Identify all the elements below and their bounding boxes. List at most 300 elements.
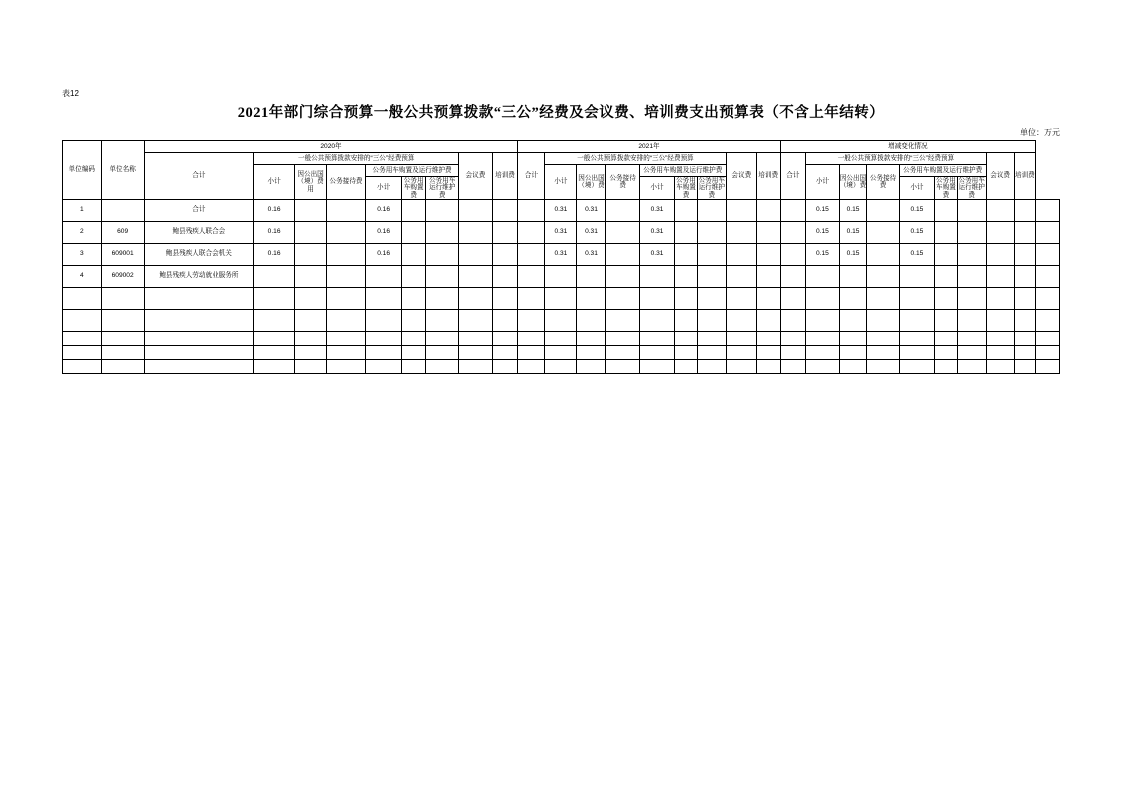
cell-empty [254, 359, 295, 373]
cell-empty [101, 287, 144, 309]
cell-empty [606, 359, 639, 373]
cell-y2021-abroad [606, 221, 639, 243]
col-header-2020-abroad: 因公出国（境）费用 [294, 165, 326, 200]
cell-y2021-veh_buy [697, 199, 726, 221]
col-header-change-vehicle-subtotal: 小计 [899, 177, 934, 200]
cell-change-meeting [1014, 221, 1036, 243]
cell-change-meeting [1014, 243, 1036, 265]
cell-change-total: 0.15 [806, 221, 839, 243]
cell-y2020-veh_buy [426, 199, 459, 221]
cell-empty [726, 287, 756, 309]
cell-y2020-subtotal [294, 199, 326, 221]
cell-empty [867, 331, 899, 345]
cell-empty [254, 331, 295, 345]
cell-empty [675, 359, 698, 373]
cell-change-veh_run [986, 243, 1014, 265]
cell-y2020-training [518, 243, 545, 265]
cell-empty [806, 345, 839, 359]
cell-empty [675, 309, 698, 331]
cell-y2021-abroad [606, 265, 639, 287]
cell-empty [1036, 331, 1060, 345]
cell-unit-code-value [101, 199, 144, 221]
cell-empty [518, 309, 545, 331]
cell-empty [63, 345, 102, 359]
cell-unit-name: 鲍县残疾人联合会 [144, 221, 254, 243]
cell-y2020-veh_run [459, 243, 492, 265]
cell-empty [780, 359, 806, 373]
cell-empty [867, 359, 899, 373]
cell-y2020-meeting [492, 221, 518, 243]
cell-empty [459, 287, 492, 309]
col-header-2021-total: 合计 [518, 153, 545, 200]
cell-change-subtotal [839, 265, 867, 287]
cell-empty [254, 345, 295, 359]
table-row [63, 265, 1060, 287]
table-row-empty [63, 331, 1060, 345]
col-header-2020-vehicle-maintain: 公务用车运行维护费 [426, 177, 459, 200]
cell-y2020-veh_sub [402, 243, 426, 265]
cell-y2020-meeting [492, 199, 518, 221]
cell-y2021-veh_sub [675, 221, 698, 243]
cell-y2020-reception: 0.16 [365, 243, 402, 265]
cell-y2021-abroad [606, 199, 639, 221]
cell-y2021-total [545, 265, 577, 287]
col-header-change: 增减变化情况 [780, 141, 1036, 153]
cell-empty [839, 287, 867, 309]
cell-empty [492, 359, 518, 373]
cell-change-veh_buy [957, 243, 986, 265]
cell-empty [780, 345, 806, 359]
cell-empty [935, 345, 958, 359]
cell-y2021-veh_sub [675, 199, 698, 221]
cell-empty [639, 309, 674, 331]
cell-y2020-reception [365, 265, 402, 287]
cell-y2021-meeting [756, 221, 780, 243]
table-body [63, 199, 1060, 373]
col-header-2021-meeting: 会议费 [726, 153, 756, 200]
col-header-year-2020: 2020年 [144, 141, 518, 153]
cell-empty [806, 309, 839, 331]
cell-change-abroad [867, 243, 899, 265]
cell-empty [577, 359, 606, 373]
cell-empty [867, 309, 899, 331]
cell-empty [756, 331, 780, 345]
col-header-2021-abroad: 因公出国（境）费 [577, 165, 606, 200]
col-header-change-reception: 公务接待费 [867, 165, 899, 200]
cell-y2020-subtotal [294, 243, 326, 265]
cell-y2021-meeting [756, 265, 780, 287]
cell-y2021-veh_run [726, 199, 756, 221]
cell-empty [101, 331, 144, 345]
cell-y2021-subtotal: 0.31 [577, 221, 606, 243]
cell-empty [1014, 287, 1036, 309]
cell-change-meeting [1014, 199, 1036, 221]
cell-unit-code: 4 [63, 265, 102, 287]
col-header-2020-meeting: 会议费 [459, 153, 492, 200]
cell-empty [426, 309, 459, 331]
cell-empty [756, 287, 780, 309]
cell-empty [957, 287, 986, 309]
cell-y2021-veh_run [726, 221, 756, 243]
cell-empty [577, 331, 606, 345]
col-header-change-vehicle-group: 公务用车购置及运行维护费 [899, 165, 986, 177]
cell-empty [697, 359, 726, 373]
cell-empty [426, 331, 459, 345]
cell-empty [957, 345, 986, 359]
col-header-2020-vehicle-purchase: 公务用车购置费 [403, 177, 424, 199]
cell-empty [899, 309, 934, 331]
col-header-2020-three-public: 一般公共预算拨款安排的“三公”经费预算 [254, 153, 459, 165]
cell-y2021-training [780, 221, 806, 243]
cell-y2020-veh_buy [426, 221, 459, 243]
cell-unit-code-value: 609001 [101, 243, 144, 265]
cell-empty [780, 287, 806, 309]
cell-empty [697, 309, 726, 331]
col-header-2020-vehicle-subtotal: 小计 [365, 177, 402, 200]
cell-empty [986, 359, 1014, 373]
cell-empty [1036, 287, 1060, 309]
cell-empty [986, 309, 1014, 331]
cell-empty [63, 331, 102, 345]
cell-empty [639, 359, 674, 373]
cell-y2020-veh_sub [402, 265, 426, 287]
sheet-tag: 表12 [62, 89, 79, 98]
cell-empty [492, 331, 518, 345]
cell-empty [899, 287, 934, 309]
cell-y2021-veh_run [726, 243, 756, 265]
col-header-2021-vehicle-subtotal: 小计 [639, 177, 674, 200]
table-row-empty [63, 359, 1060, 373]
cell-unit-code: 3 [63, 243, 102, 265]
cell-change-reception: 0.15 [899, 221, 934, 243]
cell-y2020-subtotal [294, 221, 326, 243]
cell-empty [899, 331, 934, 345]
cell-empty [365, 309, 402, 331]
cell-change-veh_sub [935, 265, 958, 287]
cell-empty [545, 309, 577, 331]
cell-empty [365, 359, 402, 373]
cell-empty [518, 359, 545, 373]
cell-y2020-meeting [492, 265, 518, 287]
cell-empty [144, 287, 254, 309]
cell-unit-name: 鲍县残疾人劳动就业服务所 [144, 265, 254, 287]
cell-empty [1036, 359, 1060, 373]
cell-empty [327, 331, 366, 345]
cell-empty [1014, 331, 1036, 345]
cell-empty [839, 331, 867, 345]
cell-y2020-veh_buy [426, 265, 459, 287]
cell-y2020-veh_buy [426, 243, 459, 265]
cell-y2021-reception [639, 265, 674, 287]
cell-empty [545, 345, 577, 359]
cell-empty [935, 309, 958, 331]
cell-y2021-training [780, 243, 806, 265]
cell-change-total [806, 265, 839, 287]
cell-y2020-meeting [492, 243, 518, 265]
cell-empty [459, 345, 492, 359]
cell-empty [1014, 359, 1036, 373]
cell-empty [935, 287, 958, 309]
cell-empty [518, 287, 545, 309]
cell-unit-code: 1 [63, 199, 102, 221]
table-row [63, 243, 1060, 265]
cell-empty [806, 359, 839, 373]
col-header-unit-code: 单位编码 [63, 141, 102, 200]
cell-empty [839, 309, 867, 331]
table-row [63, 221, 1060, 243]
col-header-2020-vehicle-group: 公务用车购置及运行维护费 [365, 165, 458, 177]
cell-change-veh_sub [935, 199, 958, 221]
cell-empty [294, 345, 326, 359]
cell-empty [63, 359, 102, 373]
cell-y2021-total: 0.31 [545, 199, 577, 221]
cell-change-veh_buy [957, 199, 986, 221]
cell-empty [492, 309, 518, 331]
cell-empty [899, 359, 934, 373]
cell-empty [402, 345, 426, 359]
cell-empty [144, 309, 254, 331]
col-header-change-total: 合计 [780, 153, 806, 200]
cell-empty [545, 359, 577, 373]
cell-empty [1036, 345, 1060, 359]
cell-y2021-veh_buy [697, 221, 726, 243]
cell-change-training [1036, 199, 1060, 221]
cell-empty [545, 287, 577, 309]
cell-change-veh_buy [957, 265, 986, 287]
cell-empty [756, 359, 780, 373]
table-row-empty [63, 309, 1060, 331]
cell-empty [101, 309, 144, 331]
cell-empty [518, 331, 545, 345]
cell-empty [327, 359, 366, 373]
col-header-2020-subtotal: 小计 [254, 165, 295, 200]
cell-empty [63, 287, 102, 309]
col-header-unit-name: 单位名称 [101, 141, 144, 200]
cell-change-abroad [867, 221, 899, 243]
cell-empty [639, 287, 674, 309]
cell-empty [426, 345, 459, 359]
cell-change-subtotal: 0.15 [839, 221, 867, 243]
cell-y2021-reception: 0.31 [639, 221, 674, 243]
col-header-2021-three-public: 一般公共预算拨款安排的“三公”经费预算 [545, 153, 727, 165]
cell-empty [459, 331, 492, 345]
cell-empty [780, 331, 806, 345]
cell-y2020-abroad [327, 265, 366, 287]
cell-empty [294, 287, 326, 309]
cell-y2020-veh_sub [402, 221, 426, 243]
cell-empty [606, 331, 639, 345]
cell-empty [327, 309, 366, 331]
cell-change-reception: 0.15 [899, 199, 934, 221]
cell-empty [327, 345, 366, 359]
cell-y2021-training [780, 265, 806, 287]
cell-empty [294, 309, 326, 331]
cell-empty [365, 287, 402, 309]
cell-empty [545, 331, 577, 345]
cell-y2020-training [518, 221, 545, 243]
col-header-2021-subtotal: 小计 [545, 165, 577, 200]
cell-empty [806, 331, 839, 345]
cell-empty [459, 309, 492, 331]
cell-y2021-subtotal: 0.31 [577, 243, 606, 265]
cell-empty [697, 287, 726, 309]
cell-empty [639, 345, 674, 359]
cell-empty [780, 309, 806, 331]
cell-empty [675, 331, 698, 345]
cell-y2021-total: 0.31 [545, 243, 577, 265]
cell-y2021-veh_buy [697, 243, 726, 265]
cell-change-veh_run [986, 265, 1014, 287]
cell-y2020-veh_sub [402, 199, 426, 221]
cell-change-veh_sub [935, 221, 958, 243]
cell-empty [756, 345, 780, 359]
cell-unit-name: 鲍县残疾人联合会机关 [144, 243, 254, 265]
cell-change-training [1036, 243, 1060, 265]
cell-empty [697, 331, 726, 345]
cell-y2020-veh_run [459, 199, 492, 221]
cell-empty [426, 359, 459, 373]
col-header-change-vehicle-maintain: 公务用车运行维护费 [958, 177, 985, 199]
cell-y2020-abroad [327, 221, 366, 243]
cell-empty [899, 345, 934, 359]
cell-y2020-reception: 0.16 [365, 221, 402, 243]
col-header-change-training: 培训费 [1014, 153, 1036, 200]
cell-y2021-veh_run [726, 265, 756, 287]
cell-empty [957, 309, 986, 331]
col-header-change-meeting: 会议费 [986, 153, 1014, 200]
cell-empty [606, 345, 639, 359]
budget-table [62, 140, 1060, 374]
cell-change-training [1036, 221, 1060, 243]
cell-empty [726, 309, 756, 331]
cell-y2020-reception: 0.16 [365, 199, 402, 221]
table-row [63, 199, 1060, 221]
unit-note: 单位：万元 [1020, 128, 1060, 137]
cell-change-veh_run [986, 221, 1014, 243]
cell-empty [726, 359, 756, 373]
cell-change-subtotal: 0.15 [839, 243, 867, 265]
cell-empty [294, 359, 326, 373]
cell-empty [839, 345, 867, 359]
cell-empty [459, 359, 492, 373]
cell-change-veh_sub [935, 243, 958, 265]
col-header-2020-reception: 公务接待费 [327, 165, 366, 200]
cell-y2021-total: 0.31 [545, 221, 577, 243]
cell-empty [63, 309, 102, 331]
cell-empty [518, 345, 545, 359]
col-header-2021-vehicle-maintain: 公务用车运行维护费 [698, 177, 725, 199]
col-header-change-subtotal: 小计 [806, 165, 839, 200]
cell-empty [101, 345, 144, 359]
cell-y2021-meeting [756, 199, 780, 221]
cell-empty [726, 331, 756, 345]
cell-empty [492, 287, 518, 309]
cell-y2020-subtotal [294, 265, 326, 287]
cell-empty [957, 359, 986, 373]
cell-empty [1014, 345, 1036, 359]
cell-empty [365, 331, 402, 345]
cell-y2021-subtotal [577, 265, 606, 287]
cell-empty [756, 309, 780, 331]
cell-empty [402, 359, 426, 373]
cell-empty [254, 309, 295, 331]
col-header-2021-reception: 公务接待费 [606, 165, 639, 200]
cell-y2020-veh_run [459, 265, 492, 287]
cell-unit-code: 2 [63, 221, 102, 243]
cell-y2021-veh_sub [675, 243, 698, 265]
cell-change-abroad [867, 199, 899, 221]
cell-y2020-total: 0.16 [254, 199, 295, 221]
cell-empty [101, 359, 144, 373]
cell-change-reception: 0.15 [899, 243, 934, 265]
cell-y2020-abroad [327, 199, 366, 221]
cell-change-subtotal: 0.15 [839, 199, 867, 221]
cell-change-training [1036, 265, 1060, 287]
col-header-change-three-public: 一般公共预算拨款安排的“三公”经费预算 [806, 153, 986, 165]
cell-empty [697, 345, 726, 359]
cell-y2020-total [254, 265, 295, 287]
cell-empty [935, 331, 958, 345]
cell-empty [294, 331, 326, 345]
cell-empty [726, 345, 756, 359]
cell-y2021-abroad [606, 243, 639, 265]
cell-y2020-abroad [327, 243, 366, 265]
cell-y2021-reception: 0.31 [639, 199, 674, 221]
col-header-year-2021: 2021年 [518, 141, 780, 153]
table-row-empty [63, 345, 1060, 359]
cell-empty [577, 287, 606, 309]
cell-y2020-training [518, 265, 545, 287]
col-header-2021-training: 培训费 [756, 153, 780, 200]
cell-empty [402, 309, 426, 331]
cell-empty [986, 287, 1014, 309]
cell-empty [402, 287, 426, 309]
cell-y2020-total: 0.16 [254, 221, 295, 243]
cell-y2021-veh_buy [697, 265, 726, 287]
cell-empty [606, 287, 639, 309]
table-row-empty [63, 287, 1060, 309]
cell-y2021-veh_sub [675, 265, 698, 287]
cell-empty [867, 287, 899, 309]
cell-empty [675, 345, 698, 359]
cell-change-meeting [1014, 265, 1036, 287]
cell-empty [606, 309, 639, 331]
cell-change-total: 0.15 [806, 199, 839, 221]
cell-y2020-veh_run [459, 221, 492, 243]
cell-empty [144, 359, 254, 373]
cell-empty [402, 331, 426, 345]
col-header-2021-vehicle-group: 公务用车购置及运行维护费 [639, 165, 726, 177]
cell-change-total: 0.15 [806, 243, 839, 265]
cell-empty [957, 331, 986, 345]
cell-empty [577, 309, 606, 331]
cell-empty [935, 359, 958, 373]
cell-empty [144, 331, 254, 345]
cell-empty [986, 331, 1014, 345]
cell-change-reception [899, 265, 934, 287]
cell-unit-code-value: 609002 [101, 265, 144, 287]
cell-empty [254, 287, 295, 309]
cell-unit-code-value: 609 [101, 221, 144, 243]
cell-empty [639, 331, 674, 345]
cell-empty [1014, 309, 1036, 331]
cell-y2021-training [780, 199, 806, 221]
cell-empty [839, 359, 867, 373]
cell-y2020-training [518, 199, 545, 221]
cell-empty [1036, 309, 1060, 331]
col-header-change-vehicle-purchase: 公务用车购置费 [936, 177, 956, 199]
cell-empty [806, 287, 839, 309]
